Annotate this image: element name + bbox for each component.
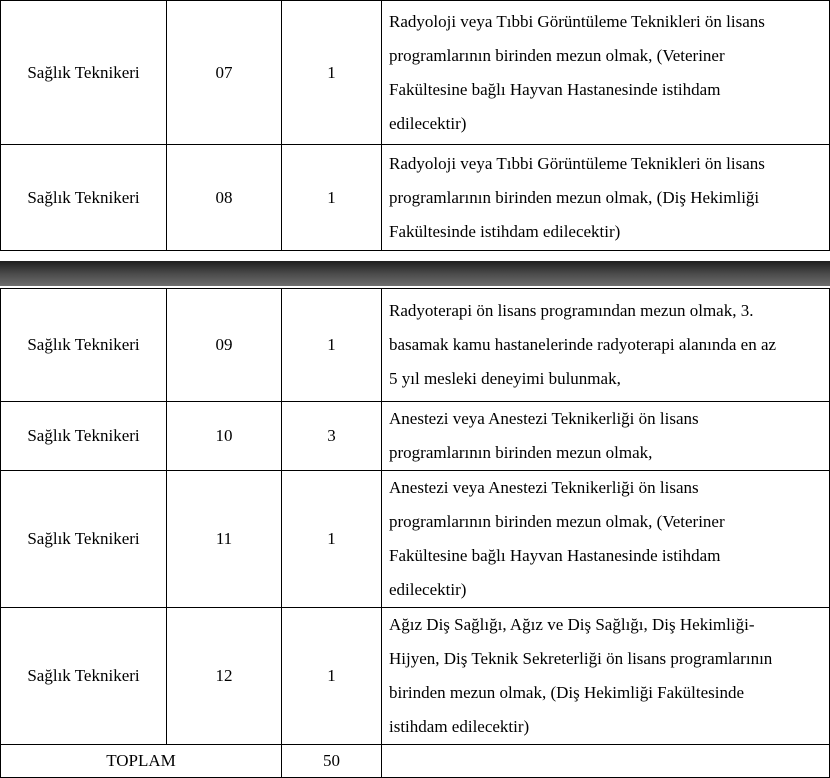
- position-count: 1: [282, 471, 382, 608]
- requirement-line: basamak kamu hastanelerinde radyoterapi alanında en az: [389, 335, 777, 354]
- position-count: 3: [282, 402, 382, 471]
- position-title: Sağlık Teknikeri: [1, 1, 167, 145]
- position-title: Sağlık Teknikeri: [1, 289, 167, 402]
- requirement-line: Radyoloji veya Tıbbi Görüntüleme Teknikleri ön lisans: [389, 11, 765, 31]
- requirement-line: 5 yıl mesleki deneyimi bulunmak,: [389, 369, 621, 388]
- requirement-line: Radyoterapi ön lisans programından mezun olmak, 3.: [389, 301, 754, 320]
- requirement-line: programlarının birinden mezun olmak, (Veteriner: [389, 512, 725, 531]
- table-row: [1, 471, 830, 608]
- position-title: Sağlık Teknikeri: [1, 471, 167, 608]
- requirement-line: istihdam edilecektir): [389, 717, 530, 736]
- requirement-line: programlarının birinden mezun olmak, (Diş Hekimliği: [389, 187, 760, 207]
- requirement-line: Fakültesine bağlı Hayvan Hastanesinde istihdam: [389, 79, 721, 99]
- position-code: 09: [167, 289, 282, 402]
- position-title: Sağlık Teknikeri: [1, 145, 167, 251]
- requirement-line: Radyoloji veya Tıbbi Görüntüleme Teknikleri ön lisans: [389, 153, 765, 173]
- position-code: 10: [167, 402, 282, 471]
- requirement-line: Anestezi veya Anestezi Teknikerliği ön lisans: [389, 478, 699, 497]
- position-requirements: [382, 608, 830, 745]
- position-code: 08: [167, 145, 282, 251]
- position-code: 07: [167, 1, 282, 145]
- total-label: TOPLAM: [1, 745, 282, 778]
- position-count: 1: [282, 289, 382, 402]
- position-count: 1: [282, 145, 382, 251]
- position-requirements: [382, 471, 830, 608]
- table-row: [1, 1, 830, 145]
- position-title: Sağlık Teknikeri: [1, 608, 167, 745]
- position-code: 11: [167, 471, 282, 608]
- position-count: 1: [282, 1, 382, 145]
- position-count: 1: [282, 608, 382, 745]
- total-row: [1, 745, 830, 778]
- table-row: [1, 608, 830, 745]
- requirement-line: Hijyen, Diş Teknik Sekreterliği ön lisans programlarının: [389, 649, 773, 668]
- table-row: [1, 402, 830, 471]
- position-title: Sağlık Teknikeri: [1, 402, 167, 471]
- total-value: 50: [282, 745, 382, 778]
- positions-table-bottom: [0, 288, 830, 778]
- requirement-line: edilecektir): [389, 113, 467, 133]
- position-requirements: [382, 1, 830, 145]
- requirement-line: edilecektir): [389, 580, 467, 599]
- requirement-line: programlarının birinden mezun olmak, (Veteriner: [389, 45, 725, 65]
- page-break-separator: [0, 261, 830, 286]
- requirement-line: programlarının birinden mezun olmak,: [389, 443, 653, 462]
- requirement-line: Fakültesine bağlı Hayvan Hastanesinde istihdam: [389, 546, 721, 565]
- position-requirements: [382, 289, 830, 402]
- table-row: [1, 145, 830, 251]
- requirement-line: birinden mezun olmak, (Diş Hekimliği Fakültesinde: [389, 683, 745, 702]
- table-row: [1, 289, 830, 402]
- requirement-line: Fakültesinde istihdam edilecektir): [389, 221, 621, 241]
- positions-table-top: [0, 0, 830, 251]
- position-requirements: [382, 402, 830, 471]
- requirement-line: Ağız Diş Sağlığı, Ağız ve Diş Sağlığı, Diş Hekimliği-: [389, 615, 755, 634]
- position-requirements: [382, 145, 830, 251]
- position-code: 12: [167, 608, 282, 745]
- total-empty-cell: [382, 745, 830, 778]
- requirement-line: Anestezi veya Anestezi Teknikerliği ön lisans: [389, 409, 699, 428]
